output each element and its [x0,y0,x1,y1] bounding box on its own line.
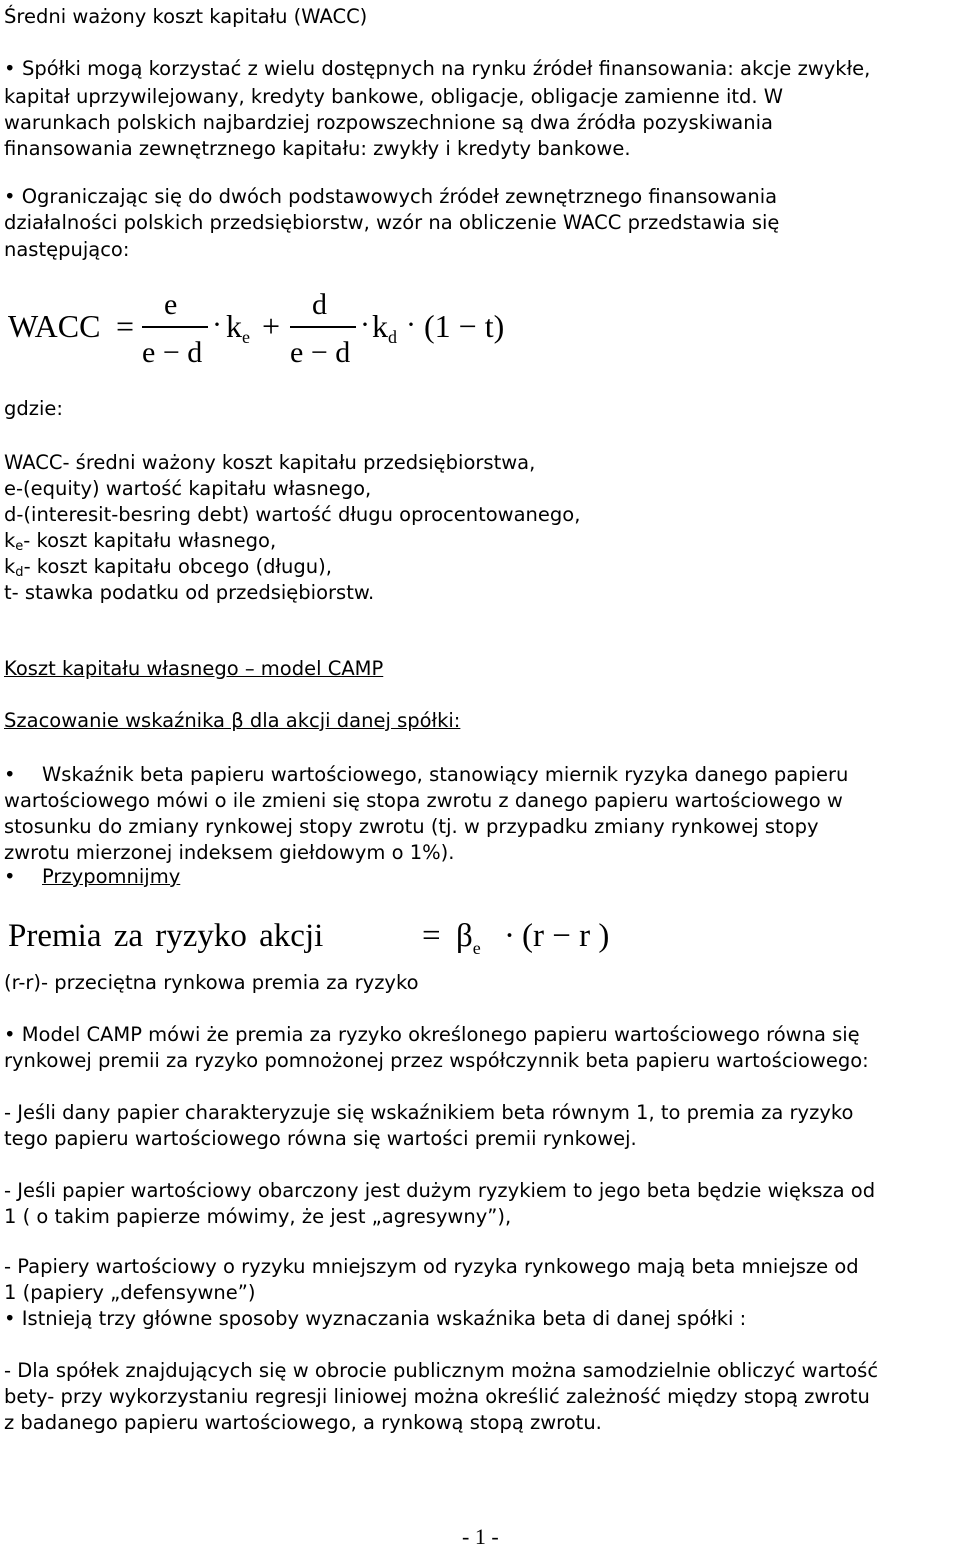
para2-line-1: • Ograniczając się do dwóch podstawowych źródeł zewnętrznego finansowania [4,185,778,208]
fraction1-numerator: e [164,288,178,321]
definition-wacc: WACC- średni ważony koszt kapitału przedsiębiorstwa, [4,451,536,474]
intro-line-2: kapitał uprzywilejowany, kredyty bankowe, obligacje, obligacje zamienne itd. W [4,85,784,108]
beta-line-1: • Wskaźnik beta papieru wartościowego, stanowiący miernik ryzyka danego papieru [4,763,849,786]
para2-line-2: działalności polskich przedsiębiorstw, wzór na obliczenie WACC przedstawia się [4,211,780,234]
definition-e: e-(equity) wartość kapitału własnego, [4,477,372,500]
gdzie-label: gdzie: [4,397,63,420]
fraction2-numerator: d [312,288,327,321]
plus-operator: + [262,308,281,344]
beta-term: $\beta_e$ [456,918,481,958]
methods-line: • Istnieją trzy główne sposoby wyznaczania wskaźnika beta di danej spółki : [4,1307,747,1330]
formula-lhs: WACC [8,308,101,344]
definition-ke: $k_e-$ koszt kapitału własnego, [4,529,277,554]
intro-line-4: finansowania zewnętrznego kapitału: zwykły i kredyty bankowe. [4,137,631,160]
premium-equals: = [422,918,441,954]
definition-t: t- stawka podatku od przedsiębiorstw. [4,581,375,604]
one-minus-t: (1 − t) [424,308,505,344]
section-subheading: Szacowanie wskaźnika β dla akcji danej spółki: [4,709,461,732]
fraction2-bar [290,326,356,328]
dot-operator: · [360,308,370,341]
regression-line-1: - Dla spółek znajdujących się w obrocie publicznym można samodzielnie obliczyć wartość [4,1359,879,1382]
intro-line-1: • Spółki mogą korzystać z wielu dostępnych na rynku źródeł finansowania: akcje zwykłe, [4,57,871,80]
camp-line-2: rynkowej premii za ryzyko pomnożonej przez współczynnik beta papieru wartościowego: [4,1049,869,1072]
case2-line-2: 1 ( o takim papierze mówimy, że jest „agresywny”), [4,1205,512,1228]
dot-operator: · [504,918,515,954]
regression-line-3: z badanego papieru wartościowego, a rynkową stopą zwrotu. [4,1411,602,1434]
page-title: Średni ważony koszt kapitału (WACC) [4,5,368,28]
fraction1-denominator: e − d [142,336,203,369]
intro-line-3: warunkach polskich najbardziej rozpowszechnione są dwa źródła pozyskiwania [4,111,773,134]
camp-line-1: • Model CAMP mówi że premia za ryzyko określonego papieru wartościowego równa się [4,1023,860,1046]
premium-note: (r-r)- przeciętna rynkowa premia za ryzyko [4,971,419,994]
beta-line-3: stosunku do zmiany rynkowej stopy zwrotu (tj. w przypadku zmiany rynkowej stopy [4,815,819,838]
case1-line-2: tego papieru wartościowego równa się wartości premii rynkowej. [4,1127,637,1150]
para2-line-3: następująco: [4,238,130,261]
k-d-term: $k_d$ [372,308,397,347]
section-heading: Koszt kapitału własnego – model CAMP [4,657,384,680]
formula-equals: = [116,308,135,344]
premium-rhs: (r − r ) [522,918,610,954]
case1-line-1: - Jeśli dany papier charakteryzuje się wskaźnikiem beta równym 1, to premia za ryzyko [4,1101,854,1124]
dot-operator: · [406,308,416,341]
case3-line-1: - Papiery wartościowy o ryzyku mniejszym od ryzyka rynkowego mają beta mniejsze od [4,1255,859,1278]
definition-d: d-(interesit-besring debt) wartość długu oprocentowanego, [4,503,581,526]
bullet-icon: • [4,865,16,888]
case3-line-2: 1 (papiery „defensywne”) [4,1281,256,1304]
regression-line-2: bety- przy wykorzystaniu regresji liniowej można określić zależność między stopą zwrotu [4,1385,870,1408]
k-e-term: $k_e$ [226,308,250,347]
bullet-icon: • [4,763,16,786]
beta-line-2: wartościowego mówi o ile zmieni się stopa zwrotu z danego papieru wartościowego w [4,789,843,812]
definition-kd: $k_d-$ koszt kapitału obcego (długu), [4,555,332,580]
dot-operator: · [212,308,222,341]
bullet-icon: • [4,57,16,80]
beta-line-4: zwrotu mierzonej indeksem giełdowym o 1%). [4,841,455,864]
fraction2-denominator: e − d [290,336,351,369]
page-number: - 1 - [462,1524,499,1549]
premium-lhs: Premia za ryzyko akcji [8,918,324,954]
remember-line: • Przypomnijmy [4,865,181,888]
case2-line-1: - Jeśli papier wartościowy obarczony jest dużym ryzykiem to jego beta będzie większa od [4,1179,876,1202]
fraction1-bar [142,326,208,328]
